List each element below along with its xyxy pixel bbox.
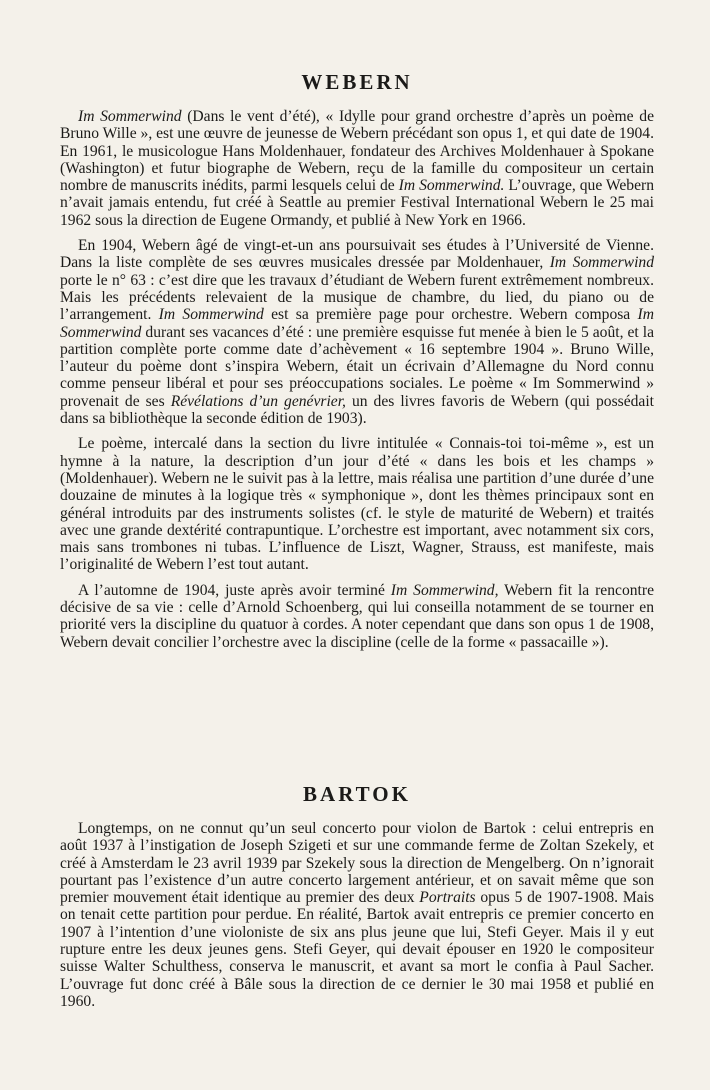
text-run: (Dans le vent d’été), « Idylle pour grand orchestre d’après un poème de Bruno Wille », est une œuvre de jeunesse de Webern précédant son opus 1, et qui date de 1904. En 1961, le musicologue Hans Moldenhauer, fondateur des Archives Moldenhauer à Spokane (Washington) et futur biographe de Webern, reçu de la famille du compositeur un certain nombre de manuscrits inédits, parmi lesquels celui de — [60, 108, 654, 195]
bartok-paragraph-1 — [60, 820, 654, 1010]
text-run: L’ouvrage, que Webern n’avait jamais entendu, fut créé à Seattle au premier Festival International Webern le 25 mai 1962 sous la direction de Eugene Ormandy, et publié à New York en 1966. — [60, 177, 655, 229]
text-run: Longtemps, on ne connut qu’un seul concerto pour violon de Bartok : celui entrepris en août 1937 à l’instigation de Joseph Szigeti et sur une commande ferme de Zoltan Szekely, et créé à Amsterdam le 23 avril 1939 par Szekely sous la direction de Mengelberg. On n’ignorait pourtant pas l’existence d’un autre concerto largement antérieur, et on savait même que son premier mouvement était identique au premier des deux — [60, 820, 654, 907]
text-run: Le poème, intercalé dans la section du livre intitulée « Connais-toi toi-même », est un hymne à la nature, la description d’un jour d’été « dans les bois et les champs » (Moldenhauer). Webern ne le suivit pas à la lettre, mais réalisa une partition d’une durée d’une douzaine de minutes à la logique très « symphonique », dont les thèmes principaux sont en général introduits par des instruments solistes (cf. le style de maturité de Webern) et traités avec une grande dextérité contrapuntique. L’orchestre est important, avec notamment six cors, mais sans trombones ni tubas. L’influence de Liszt, Wagner, Strauss, est manifeste, mais l’originalité de Webern l’est tout autant. — [60, 435, 654, 574]
italic-title-run: Im Sommerwind — [549, 254, 655, 272]
italic-title-run: Im Sommerwind, — [390, 581, 499, 599]
text-run: Webern fit la rencontre décisive de sa vie : celle d’Arnold Schoenberg, qui lui conseilla notamment de se tourner en priorité vers la discipline du quatuor à cordes. A noter cependant que dans son opus 1 de 1908, Webern devait concilier l’orchestre avec la discipline (celle de la forme « passacaille »). — [60, 581, 654, 651]
webern-paragraph-2 — [60, 237, 654, 427]
italic-title-run: Im Sommerwind — [78, 108, 182, 125]
bartok-section — [60, 782, 654, 1018]
text-run: opus 5 de 1907-1908. Mais on tenait cette partition pour perdue. En réalité, Bartok avait entrepris ce premier concerto en 1907 à l’intention d’une violoniste de six ans plus jeune que lui, Stefi Geyer. Mais il y eut rupture entre les deux jeunes gens. Stefi Geyer, qui devait épouser en 1920 le compositeur suisse Walter Schulthess, conserva le manuscrit, et avant sa mort le confia à Paul Sacher. L’ouvrage fut donc créé à Bâle sous la direction de ce dernier le 30 mai 1958 et publié en 1960. — [60, 889, 655, 1010]
text-run: durant ses vacances d’été : une première esquisse fut menée à bien le 5 août, et la partition complète porte comme date d’achèvement « 16 septembre 1904 ». Bruno Wille, l’auteur du poème dont s’inspira Webern, était un écrivain d’Allemagne du Nord connu comme penseur libéral et pour ses préoccupations sociales. Le poème « Im Sommerwind » provenait de ses — [60, 323, 654, 410]
italic-title-run: Im Sommerwind — [60, 306, 654, 341]
italic-title-run: Portraits — [419, 889, 476, 907]
webern-paragraph-3 — [60, 435, 654, 573]
webern-paragraph-1 — [60, 108, 654, 229]
italic-title-run: Im Sommerwind. — [398, 177, 505, 195]
text-run: En 1904, Webern âgé de vingt-et-un ans poursuivait ses études à l’Université de Vienne. Dans la liste complète de ses œuvres musicales dressée par Moldenhauer, — [60, 237, 654, 272]
text-run: est sa première page pour orchestre. Webern composa — [263, 306, 638, 324]
webern-paragraph-4 — [60, 582, 654, 651]
text-run: A l’automne de 1904, juste après avoir terminé — [78, 581, 391, 599]
text-run: porte le n° 63 : c’est dire que les travaux d’étudiant de Webern furent extrêmement nombreux. Mais les précédents relevaient de la musique de chambre, du lied, du piano ou de l’arrangement. — [60, 271, 654, 324]
italic-title-run: Révélations d’un genévrier, — [170, 392, 346, 410]
section-title-bartok: BARTOK — [303, 782, 411, 806]
italic-title-run: Im Sommerwind — [158, 306, 264, 324]
webern-section — [60, 70, 654, 659]
text-run: un des livres favoris de Webern (qui possédait dans sa bibliothèque la seconde édition de 1903). — [60, 392, 655, 428]
section-title-webern: WEBERN — [301, 70, 413, 94]
